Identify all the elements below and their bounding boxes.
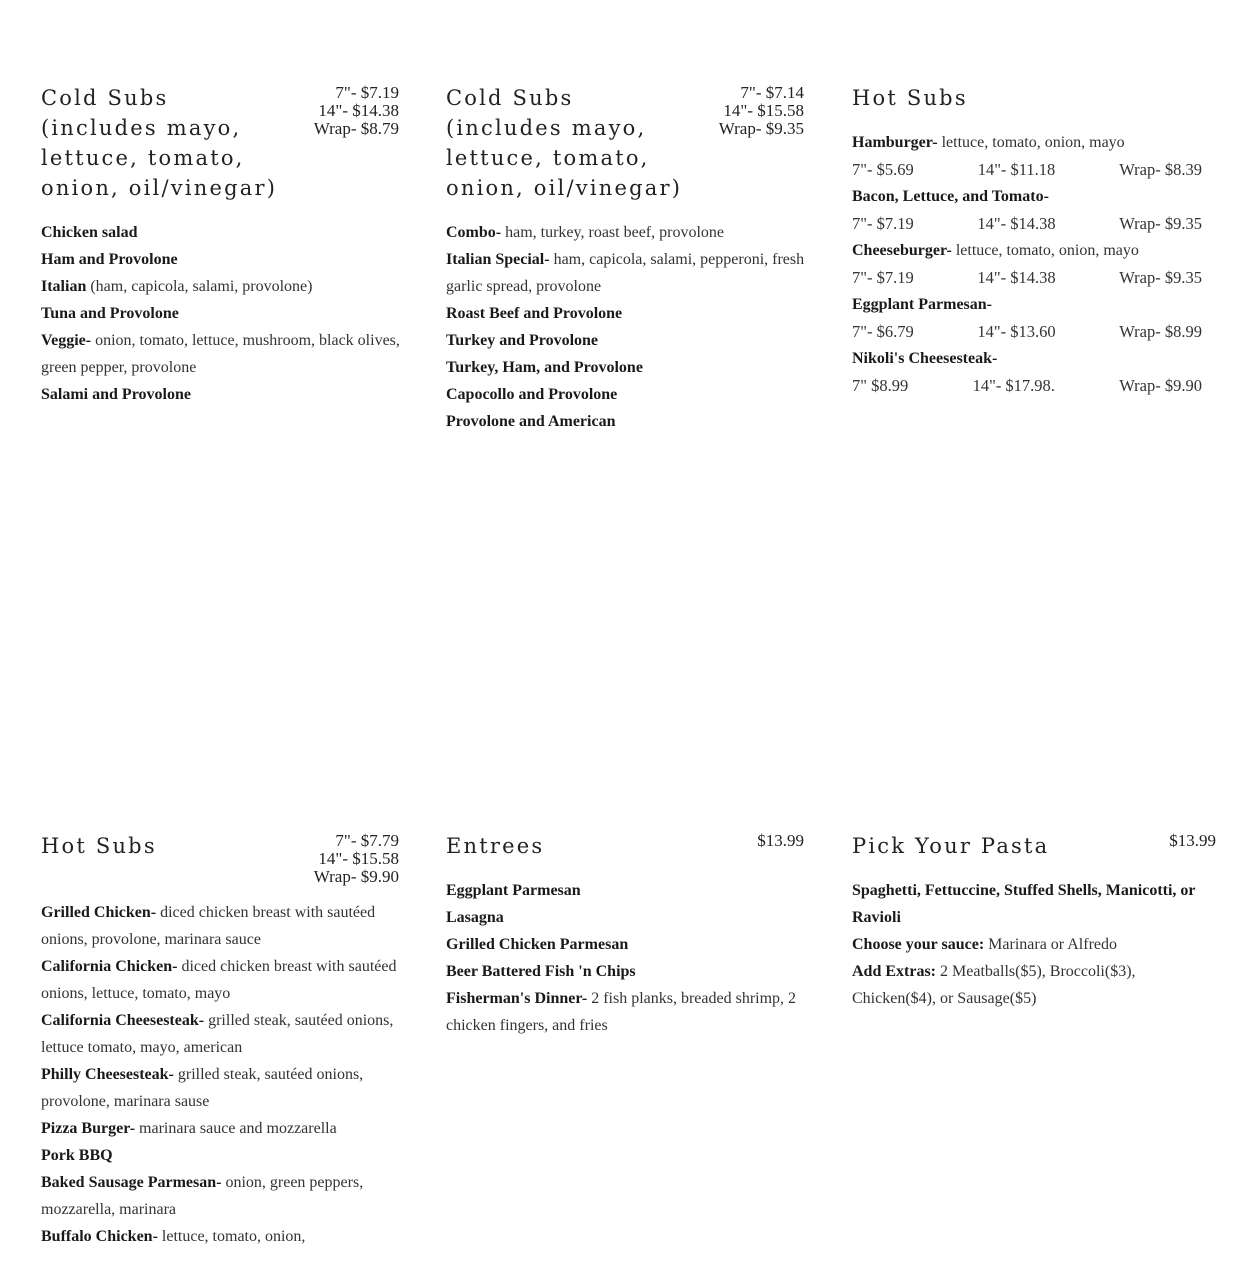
price-14-inch: 14"- $15.58 [723,101,804,120]
item-name: Add Extras: [852,963,937,980]
price-14-inch: 14"- $14.38 [977,268,1056,287]
item-name: Baked Sausage Parmesan- [41,1174,222,1191]
section-title: Entrees [446,834,545,858]
menu-item [852,129,1212,156]
cold-subs-section-1 [41,83,401,408]
menu-item [41,300,401,327]
item-name: Italian [41,278,87,295]
item-name: Italian Special- [446,251,550,268]
cold-subs-section-2 [446,83,806,435]
pasta-section [852,831,1216,1012]
item-name: Eggplant Parmesan- [852,296,992,313]
item-name: Philly Cheesesteak- [41,1066,174,1083]
price-14-inch: 14"- $11.18 [977,160,1056,179]
menu-item [41,1223,401,1250]
menu-item [41,327,401,381]
price-wrap: Wrap- $9.35 [1119,214,1202,233]
item-desc: onion, green peppers, mozzarella, marinara [41,1174,364,1218]
item-name: Pork BBQ [41,1147,113,1164]
item-desc: lettuce, tomato, onion, mayo [951,242,1139,259]
price-14-inch: 14"- $13.60 [977,322,1056,341]
menu-item [446,958,806,985]
price-pasta: $13.99 [1169,831,1216,850]
item-list [41,899,401,1250]
item-list [852,129,1212,399]
item-price-row [852,264,1202,291]
menu-item [41,381,401,408]
menu-item [852,931,1212,958]
item-name: Grilled Chicken- [41,904,157,921]
item-desc: ham, capicola, salami, pepperoni, fresh garlic spread, provolone [446,251,805,295]
price-wrap: Wrap- $9.90 [313,867,399,886]
item-name: Nikoli's Cheesesteak- [852,350,998,367]
section-prices [1169,832,1216,850]
item-name: Eggplant Parmesan [446,882,581,899]
menu-item [41,1142,401,1169]
item-name: Buffalo Chicken- [41,1228,158,1245]
menu-item [446,300,806,327]
section-header [446,831,806,861]
item-desc: (ham, capicola, salami, provolone) [86,278,313,295]
price-wrap: Wrap- $8.99 [1119,322,1202,341]
menu-item [446,931,806,958]
item-name: California Cheesesteak- [41,1012,205,1029]
menu-item [446,877,806,904]
menu-item [41,899,401,953]
section-title: Hot Subs [41,834,157,858]
hot-subs-section-1 [852,83,1212,399]
item-name: Grilled Chicken Parmesan [446,936,629,953]
menu-item [41,246,401,273]
price-14-inch: 14"- $17.98. [972,376,1055,395]
item-list [446,219,806,435]
menu-item [852,877,1212,931]
item-name: Combo- [446,224,502,241]
item-name: Roast Beef and Provolone [446,305,623,322]
price-7-inch: 7"- $7.19 [335,83,399,102]
item-desc: diced chicken breast with sautéed onions, provolone, marinara sauce [41,904,376,948]
price-14-inch: 14"- $15.58 [318,849,399,868]
section-header [41,83,401,203]
section-header [41,831,401,886]
item-name: Fisherman's Dinner- [446,990,588,1007]
item-name: Pizza Burger- [41,1120,136,1137]
item-desc: 2 fish planks, breaded shrimp, 2 chicken fingers, and fries [446,990,797,1034]
item-name: Choose your sauce: [852,936,985,953]
menu-item [446,985,806,1039]
menu-item [41,1169,401,1223]
item-list [41,219,401,408]
menu-item [852,183,1212,210]
item-name: Tuna and Provolone [41,305,179,322]
item-desc: lettuce, tomato, onion, mayo [937,134,1125,151]
menu-item [446,381,806,408]
entrees-section [446,831,806,1039]
menu-item [41,1061,401,1115]
price-wrap: Wrap- $9.90 [1119,376,1202,395]
item-desc: onion, tomato, lettuce, mushroom, black olives, green pepper, provolone [41,332,400,376]
item-price-row [852,318,1202,345]
item-name: Cheeseburger- [852,242,952,259]
price-wrap: Wrap- $8.79 [313,119,399,138]
section-title: Cold Subs (includes mayo, lettuce, tomato, onion, oil/vinegar) [41,86,278,200]
price-entree: $13.99 [757,831,804,850]
price-wrap: Wrap- $8.39 [1119,160,1202,179]
menu-item [41,953,401,1007]
section-prices [314,832,399,886]
item-desc: ham, turkey, roast beef, provolone [501,224,724,241]
item-price-row [852,372,1202,399]
menu-item [852,237,1212,264]
price-wrap: Wrap- $9.35 [1119,268,1202,287]
section-title: Cold Subs (includes mayo, lettuce, tomato, onion, oil/vinegar) [446,86,683,200]
item-price-row [852,156,1202,183]
item-name: Turkey, Ham, and Provolone [446,359,643,376]
item-name: Turkey and Provolone [446,332,599,349]
section-header [852,831,1216,861]
item-name: Bacon, Lettuce, and Tomato- [852,188,1049,205]
menu-item [852,345,1212,372]
item-desc: grilled steak, sautéed onions, provolone, marinara sause [41,1066,364,1110]
menu-item [446,246,806,300]
menu-item [852,958,1212,1012]
item-name: Ham and Provolone [41,251,178,268]
item-desc: 2 Meatballs($5), Broccoli($3), Chicken($4), or Sausage($5) [852,963,1136,1007]
item-name: Veggie- [41,332,92,349]
item-list [446,877,806,1039]
item-name: Capocollo and Provolone [446,386,618,403]
menu-item [446,327,806,354]
menu-item [446,408,806,435]
item-desc: Marinara or Alfredo [984,936,1117,953]
item-desc: diced chicken breast with sautéed onions, lettuce, tomato, mayo [41,958,397,1002]
menu-item [446,219,806,246]
menu-item [41,219,401,246]
item-desc: lettuce, tomato, onion, [157,1228,306,1245]
section-prices [757,832,804,850]
price-7-inch: 7"- $7.19 [852,268,914,287]
menu-item [446,354,806,381]
hot-subs-section-2 [41,831,401,1250]
section-prices [314,84,399,138]
price-7-inch: 7"- $5.69 [852,160,914,179]
menu-item [41,1007,401,1061]
menu-item [852,291,1212,318]
section-header [852,83,1212,113]
section-title: Hot Subs [852,86,968,110]
item-name: Spaghetti, Fettuccine, Stuffed Shells, Manicotti, or Ravioli [852,882,1196,926]
price-wrap: Wrap- $9.35 [718,119,804,138]
price-7-inch: 7" $8.99 [852,376,909,395]
price-7-inch: 7"- $7.19 [852,214,914,233]
section-header [446,83,806,203]
item-name: Salami and Provolone [41,386,191,403]
item-desc: marinara sauce and mozzarella [135,1120,337,1137]
price-7-inch: 7"- $7.79 [335,831,399,850]
item-name: Provolone and American [446,413,616,430]
menu-item [446,904,806,931]
menu-item [41,273,401,300]
price-7-inch: 7"- $6.79 [852,322,914,341]
item-desc: grilled steak, sautéed onions, lettuce tomato, mayo, american [41,1012,394,1056]
price-14-inch: 14"- $14.38 [977,214,1056,233]
menu-item [41,1115,401,1142]
item-name: California Chicken- [41,958,178,975]
section-title: Pick Your Pasta [852,834,1050,858]
price-14-inch: 14"- $14.38 [318,101,399,120]
item-list [852,877,1212,1012]
section-prices [719,84,804,138]
item-price-row [852,210,1202,237]
item-name: Beer Battered Fish 'n Chips [446,963,636,980]
price-7-inch: 7"- $7.14 [740,83,804,102]
item-name: Chicken salad [41,224,138,241]
item-name: Lasagna [446,909,504,926]
item-name: Hamburger- [852,134,938,151]
